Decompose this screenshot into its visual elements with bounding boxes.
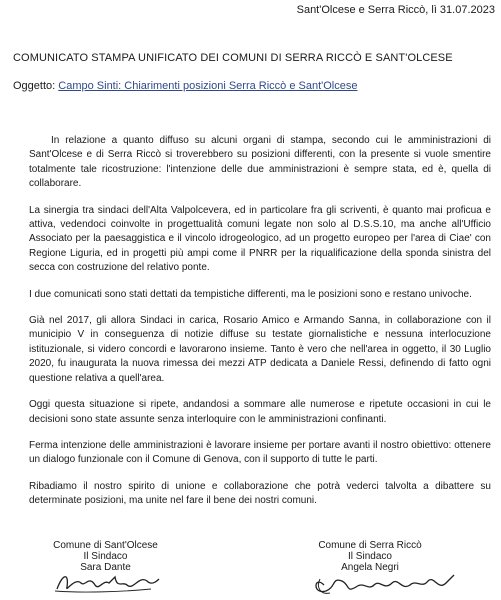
paragraph-6: Ferma intenzione delle amministrazioni è lavorare insieme per portare avanti il nostro obiettivo: ottenere un dialogo funzionale con il Comune di Genova, con il supporto di tutte le parti. (29, 439, 491, 466)
paragraph-5: Oggi questa situazione si ripete, andandosi a sommare alle numerose e ripetute occasioni in cui le decisioni sono state assunte senza interloquire con le amministrazioni confinanti. (29, 399, 491, 425)
paragraph-3: I due comunicati sono stati dettati da tempistiche differenti, ma le posizioni sono e restano univoche. (29, 288, 472, 300)
subject-line (13, 80, 358, 92)
signature-name: Angela Negri (341, 562, 399, 573)
document-title: COMUNICATO STAMPA UNIFICATO DEI COMUNI DI SERRA RICCÒ E SANT'OLCESE (13, 52, 453, 64)
paragraph-4: Già nel 2017, gli allora Sindaci in carica, Rosario Amico e Armando Sanna, in collaborazione con il municipio V in conseguenza di notizie diffuse su testate giornalistiche e nessuna interlocuzione istituzionale, si videro concordi e lavorarono insieme. Tanto è vero che nell'area in oggetto, il 30 Luglio 2020, fu inaugurata la nuova rimessa dei mezzi ATP dedicata a Daniele Ressi, definendo di fatto ogni questione relativa a quell'area. (29, 315, 491, 384)
handwritten-signature-icon (310, 569, 460, 599)
place-date: Sant'Olcese e Serra Riccò, lì 31.07.2023 (296, 4, 495, 16)
document-body (29, 134, 491, 521)
signature-entity: Comune di Serra Riccò (318, 540, 422, 551)
paragraph-7: Ribadiamo il nostro spirito di unione e collaborazione che potrà vederci talvolta a dibattere su determinate posizioni, ma unite nel fare il bene dei nostri comuni. (29, 480, 491, 507)
subject-text: Campo Sinti: Chiarimenti posizioni Serra Riccò e Sant'Olcese (58, 80, 358, 92)
paragraph-1: In relazione a quanto diffuso su alcuni organi di stampa, secondo cui le amministrazioni di Sant'Olcese e di Serra Riccò si troverebbero su posizioni differenti, con la presente si vuole smentire totalmente tale ricostruzione: l'intenzione delle due amministrazioni è sempre stata, ed è, quella di collaborare. (29, 135, 491, 190)
signature-block-santolcese (48, 540, 163, 595)
signature-block-serra-ricco (310, 540, 430, 599)
subject-label: Oggetto: (13, 80, 56, 92)
signature-entity: Comune di Sant'Olcese (53, 540, 158, 551)
signature-role: Il Sindaco (348, 551, 392, 562)
signature-name: Sara Dante (80, 562, 131, 573)
paragraph-2: La sinergia tra sindaci dell'Alta Valpolcevera, ed in particolare fra gli scriventi, è quanto mai proficua e attiva, vedendoci coinvolte in progettualità comuni legate non solo al D.S.S.10, ma anche all'Ufficio Associato per la paesaggistica e il vincolo idrogeologico, ad un progetto europeo per l'area di Ciae' con Regione Liguria, ed in progetti più ampi come il PNRR per la riqualificazione della sponda sinistra del secca con costruzione del relativo ponte. (29, 204, 491, 274)
signature-role: Il Sindaco (83, 551, 128, 562)
